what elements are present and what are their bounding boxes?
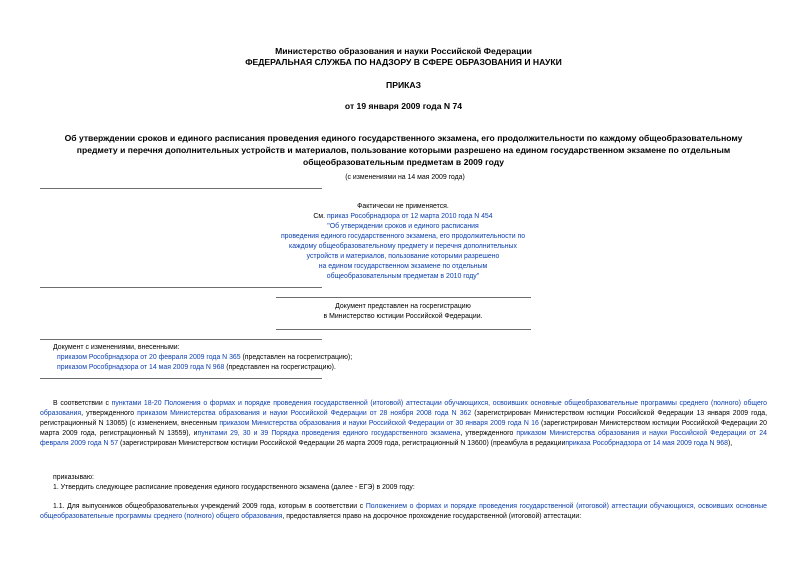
amendment-item: [53, 363, 473, 373]
see-prefix: См.: [313, 213, 327, 220]
divider: [276, 297, 531, 298]
reference-link[interactable]: пунктами 29, 30 и 39 Порядка проведения единого государственного экзамена: [197, 430, 461, 437]
registration-line: Документ представлен на госрегистрацию: [335, 303, 471, 310]
paragraph-text: ),: [727, 440, 733, 447]
notice-block: [252, 202, 554, 282]
paragraph-text: , утвержденного: [81, 410, 138, 417]
registration-block: [260, 302, 546, 322]
notice-link-line[interactable]: каждому общеобразовательному предмету и перечня дополнительных: [289, 243, 517, 250]
notice-link-line[interactable]: проведения единого государственного экзамена, его продолжительности по: [280, 233, 526, 240]
amendment-item: [53, 353, 473, 363]
notice-link-line[interactable]: на едином государственном экзамене по отдельным: [318, 263, 488, 270]
amendment-rest: (представлен на госрегистрацию).: [224, 364, 336, 371]
divider: [40, 188, 322, 189]
item-1-1: [40, 502, 767, 522]
reference-link[interactable]: пунктами 18-20 Положения о формах и порядке проведения государственной (итоговой) аттестации обучающихся, освоивших основные общеобразовательные программы среднего (полного) общего образования: [40, 400, 768, 417]
doc-date-number: от 19 января 2009 года N 74: [344, 101, 463, 111]
notice-see: [252, 212, 554, 222]
notice-link-head[interactable]: приказ Рособрнадзора от 12 марта 2010 года N 454: [326, 213, 493, 220]
paragraph-text: , предоставляется право на досрочное прохождение государственной (итоговой) аттестации:: [282, 513, 582, 520]
order-word: приказываю:: [53, 474, 94, 481]
notice-text: Фактически не применяется.: [357, 203, 449, 210]
paragraph-text: (зарегистрирован Министерством юстиции Российской Федерации 13 января 2009 года, регистрационный N 13065) (с изменением, внесенным: [40, 410, 767, 427]
amendment-note: (с изменениями на 14 мая 2009 года): [345, 174, 465, 181]
paragraph-text: В соответствии с: [53, 400, 112, 407]
reference-link[interactable]: Положением о формах и порядке проведения государственной (итоговой) аттестации обучающихся, освоивших основные общеобразовательные программы среднего (полного) общего образования: [40, 503, 767, 520]
paragraph-text: (зарегистрирован Министерством юстиции Российской Федерации 20 марта 2009 года, регистрационный N 13559), и: [40, 420, 767, 437]
amendments-block: [53, 343, 473, 373]
paragraph-text: , утвержденного: [460, 430, 517, 437]
divider: [40, 378, 322, 379]
notice-link-line[interactable]: "Об утверждении сроков и единого расписания: [327, 223, 479, 230]
reference-link[interactable]: приказа Рособрнадзора от 14 мая 2009 года N 968: [565, 440, 728, 447]
reference-link[interactable]: приказом Министерства образования и науки Российской Федерации от 30 января 2009 года N 16: [219, 420, 539, 427]
divider: [40, 287, 322, 288]
amendment-link[interactable]: приказом Рособрнадзора от 20 февраля 2009 года N 365: [57, 354, 241, 361]
paragraph-text: (зарегистрирован Министерством юстиции Российской Федерации 26 марта 2009 года, регистрационный N 13600) (преамбула в редакции: [118, 440, 566, 447]
document-title: Об утверждении сроков и единого расписания проведения единого государственного экзамена, его продолжительности по каждому общеобразовательному предмету и перечня дополнительных устройств и материалов, пользование которыми разрешено на едином государственном экзамене по отдельным общеобразовательным предметам в 2009 году: [64, 133, 743, 167]
amendment-rest: (представлен на госрегистрацию);: [240, 354, 353, 361]
service-name: ФЕДЕРАЛЬНАЯ СЛУЖБА ПО НАДЗОРУ В СФЕРЕ ОБРАЗОВАНИЯ И НАУКИ: [245, 57, 562, 67]
notice-link-line[interactable]: общеобразовательным предметам в 2010 году": [326, 273, 480, 280]
notice-link-line[interactable]: устройств и материалов, пользование которыми разрешено: [306, 253, 500, 260]
registration-line: в Министерство юстиции Российской Федерации.: [323, 313, 483, 320]
preamble-paragraph: [40, 399, 767, 449]
divider: [276, 329, 531, 330]
item-1: 1. Утвердить следующее расписание проведения единого государственного экзамена (далее - ЕГЭ) в 2009 году:: [53, 484, 415, 491]
amendments-heading: Документ с изменениями, внесенными:: [53, 344, 180, 351]
paragraph-text: 1.1. Для выпускников общеобразовательных учреждений 2009 года, которым в соответствии с: [53, 503, 366, 510]
divider: [40, 339, 322, 340]
reference-link[interactable]: приказом Министерства образования и науки Российской Федерации от 24 февраля 2009 года N 57: [40, 430, 767, 447]
amendment-link[interactable]: приказом Рособрнадзора от 14 мая 2009 года N 968: [57, 364, 225, 371]
reference-link[interactable]: приказом Министерства образования и науки Российской Федерации от 28 ноября 2008 года N 362: [137, 410, 472, 417]
doc-type: ПРИКАЗ: [386, 80, 421, 90]
ministry-name: Министерство образования и науки Российской Федерации: [275, 46, 532, 56]
